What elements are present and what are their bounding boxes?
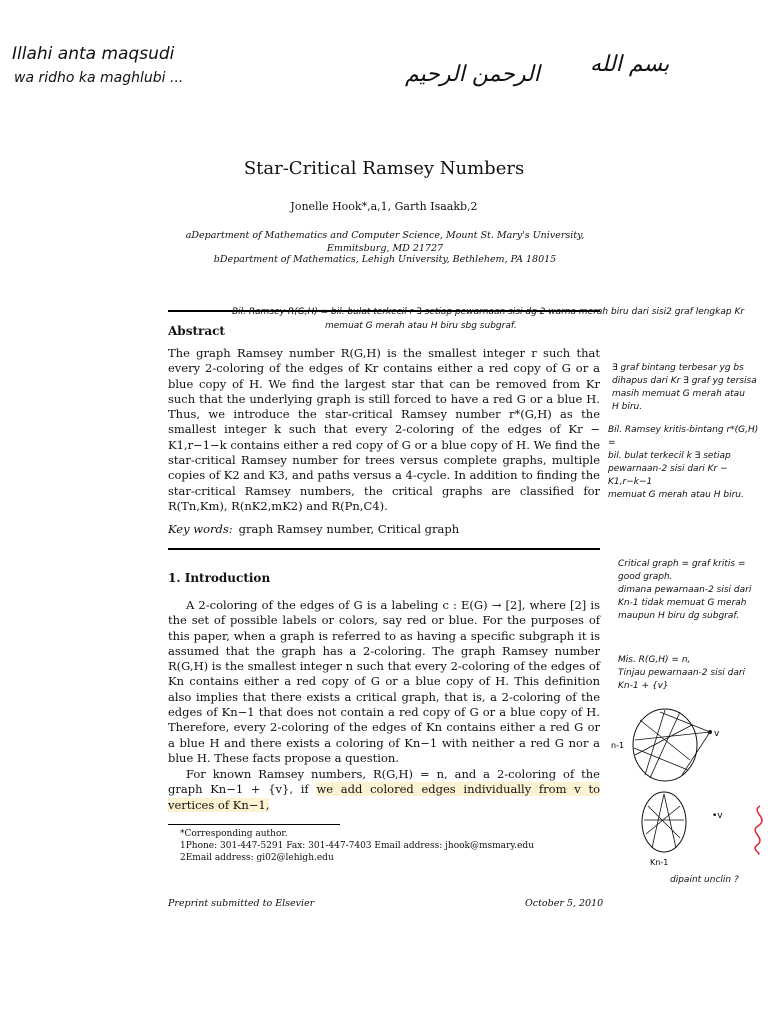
margin-note-question: dipaint unclin ? [670,875,739,885]
margin-note-4-line: Kn-1 + {v} [618,681,669,691]
margin-note-2-line: bil. bulat terkecil k ∃ setiap [608,451,731,461]
sketch-point-v: •v [712,811,723,821]
keywords [168,522,459,536]
footnote-2: 2Email address: gi02@lehigh.edu [180,853,334,863]
margin-note-2-line: Bil. Ramsey kritis-bintang r*(G,H) = [608,425,759,448]
sketch-label-v: v [714,729,720,739]
footnote-1: 1Phone: 301-447-5291 Fax: 301-447-7403 Email address: jhook@msmary.edu [180,841,534,851]
handwritten-prayer-line1: Illahi anta maqsudi [12,44,175,64]
margin-note-3-line: Kn-1 tidak memuat G merah [618,598,747,608]
abstract-text: The graph Ramsey number R(G,H) is the smallest integer r such that every 2-coloring of the edges of Kr contains either a red copy of G or a blue copy of H. We find the largest star that can be removed from Kr such that the underlying graph is still forced to have a red G or a blue H. Thus, we introduce the star-critical Ramsey number r*(G,H) as the smallest integer k such that every 2-coloring of the edges of Kr − K1,r−1−k contains either a red copy of G or a blue copy of H. We find the star-critical Ramsey number for trees versus complete graphs, multiple copies of K2 and K3, and paths versus a 4-cycle. In addition to finding the star-critical Ramsey numbers, the critical graphs are classified for R(Tn,Km), R(nK2,mK2) and R(Pn,C4). [168,346,600,513]
sketch-label-left: n-1 [611,741,625,750]
margin-note-2-line: memuat G merah atau H biru. [608,490,744,500]
keywords-value: graph Ramsey number, Critical graph [238,522,460,536]
handwritten-arabic-right: بسم الله [590,52,670,77]
margin-note-1-line: H biru. [612,402,643,412]
affiliation-a: aDepartment of Mathematics and Computer Science, Mount St. Mary's University, Emmitsburg, MD 21727 [185,230,585,254]
margin-note-critical-graph [618,558,766,623]
abstract-bottom-rule [168,548,600,550]
keywords-label: Key words: [168,522,233,536]
sketch-label-kn1: Kn-1 [650,858,669,867]
red-squiggle-path [755,806,762,854]
margin-note-1-line: dihapus dari Kr ∃ graf yg tersisa [612,376,757,386]
intro-paragraph-1: A 2-coloring of the edges of G is a labeling c : E(G) → [2], where [2] is the set of possible labels or colors, say red or blue. For the purposes of this paper, when a graph is referred to as having a specific subgraph it is assumed that the graph has a 2-coloring. The graph Ramsey number R(G,H) is the smallest integer n such that every 2-coloring of the edges of Kn contains either a red copy of G or a blue copy of H. This definition also implies that there exists a critical graph, that is, a 2-coloring of the edges of Kn−1 that does not contain a red copy of G or a blue copy of H. Therefore, every 2-coloring of the edges of Kn contains either a red G or a blue H and there exists a coloring of Kn−1 with neither a red G nor a blue H. These facts propose a question. [168,598,600,765]
sketch-chords-2 [644,794,684,848]
sketch-graph-with-vertex [611,700,730,790]
abstract-heading: Abstract [168,324,225,338]
margin-note-4-line: Mis. R(G,H) = n, [618,655,691,665]
paper-title: Star-Critical Ramsey Numbers [243,158,525,179]
footnote-corresponding: *Corresponding author. [180,829,288,839]
margin-note-4-line: Tinjau pewarnaan-2 sisi dari [618,668,746,678]
margin-note-3-line: dimana pewarnaan-2 sisi dari [618,585,752,595]
handwritten-arabic-left: الرحمن الرحيم [405,62,540,87]
margin-note-1-line: masih memuat G merah atau [612,389,745,399]
margin-note-3-line: Critical graph = graf kritis = [618,559,746,569]
margin-note-star-critical [608,424,766,502]
handwritten-prayer-line2: wa ridho ka maghlubi ... [14,70,184,86]
intro-paragraph-2 [168,767,600,813]
margin-note-3-line: good graph. [618,572,673,582]
paper-authors: Jonelle Hook*,a,1, Garth Isaakb,2 [290,200,478,213]
sketch-graph-kn-1 [636,788,746,868]
red-squiggle-mark [744,804,768,856]
margin-note-1-line: ∃ graf bintang terbesar yg bs [612,363,744,373]
footer-date: October 5, 2010 [525,898,604,909]
section-1-heading: 1. Introduction [168,571,271,585]
footnote-rule [168,824,340,825]
sketch-vertex-v [708,730,712,734]
handwritten-abstract-note-line1: Bil. Ramsey R(G,H) = bil. bulat terkecil r ∃ setiap pewarnaan sisi dg 2 warna merah biru dari sisi2 graf lengkap Kr [232,307,745,317]
affiliation-b: bDepartment of Mathematics, Lehigh University, Bethlehem, PA 18015 [213,254,557,265]
margin-note-3-line: maupun H biru dg subgraf. [618,611,740,621]
margin-note-2-line: pewarnaan-2 sisi dari Kr − K1,r−k−1 [608,464,728,487]
handwritten-abstract-note-line2: memuat G merah atau H biru sbg subgraf. [325,321,517,331]
footer-preprint: Preprint submitted to Elsevier [168,898,315,909]
margin-note-ramsey-n [618,654,766,693]
margin-note-largest-star [612,362,766,414]
intro-p2-text: For known Ramsey numbers, R(G,H) = n, and a 2-coloring of the graph Kn−1 + {v}, if [168,767,600,797]
sketch-chords [634,710,710,778]
intro-p2-highlight: we add colored edges individually from v to vertices of Kn−1, [168,782,600,812]
